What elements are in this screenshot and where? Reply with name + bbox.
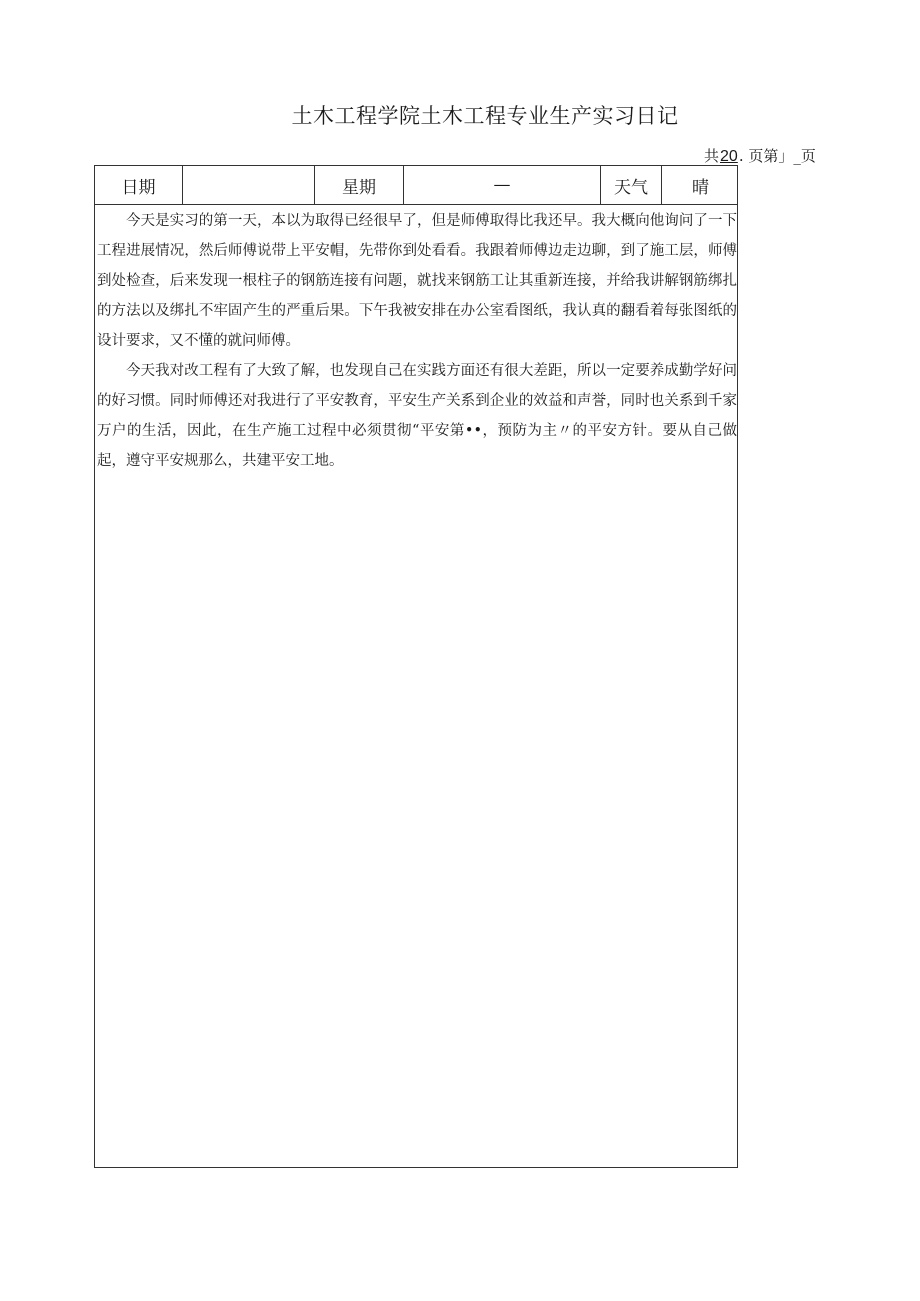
weather-label: 天气 [601, 166, 662, 204]
weekday-label: 星期 [315, 166, 404, 204]
page-count-total: 20 [720, 148, 738, 165]
diary-content [97, 206, 737, 476]
diary-header-row [95, 166, 737, 205]
weather-value: 晴 [692, 177, 709, 198]
weekday-value: — [404, 166, 601, 204]
date-value [183, 166, 315, 204]
diary-paragraph: 今天是实习的第一天，本以为取得已经很早了，但是师傅取得比我还早。我大概向他询问了一下工程进展情况，然后师傅说带上平安帽，先带你到处看看。我跟着师傅边走边聊，到了施工层，师傅到处检查，后来发现一根柱子的钢筋连接有问题，就找来钢筋工让其重新连接，并给我讲解钢筋绑扎的方法以及绑扎不牢固产生的严重后果。下午我被安排在办公室看图纸，我认真的翻看着每张图纸的设计要求，又不懂的就问师傅。 [97, 213, 737, 349]
diary-paragraph: 今天我对改工程有了大致了解，也发现自己在实践方面还有很大差距，所以一定要养成勤学好问的好习惯。同时师傅还对我进行了平安教育，平安生产关系到企业的效益和声誉，同时也关系到千家万户的生活，因此，在生产施工过程中必须贯彻“平安第••，预防为主〃的平安方针。要从自己做起，遵守平安规那么，共建平安工地。 [97, 363, 737, 469]
page-count [704, 145, 816, 166]
date-label: 日期 [95, 166, 183, 204]
page-count-prefix: 共 [704, 147, 720, 165]
page-count-current: . 页第」_页 [738, 147, 816, 165]
diary-table [94, 165, 738, 1168]
page-title: 土木工程学院土木工程专业生产实习日记 [291, 104, 679, 128]
